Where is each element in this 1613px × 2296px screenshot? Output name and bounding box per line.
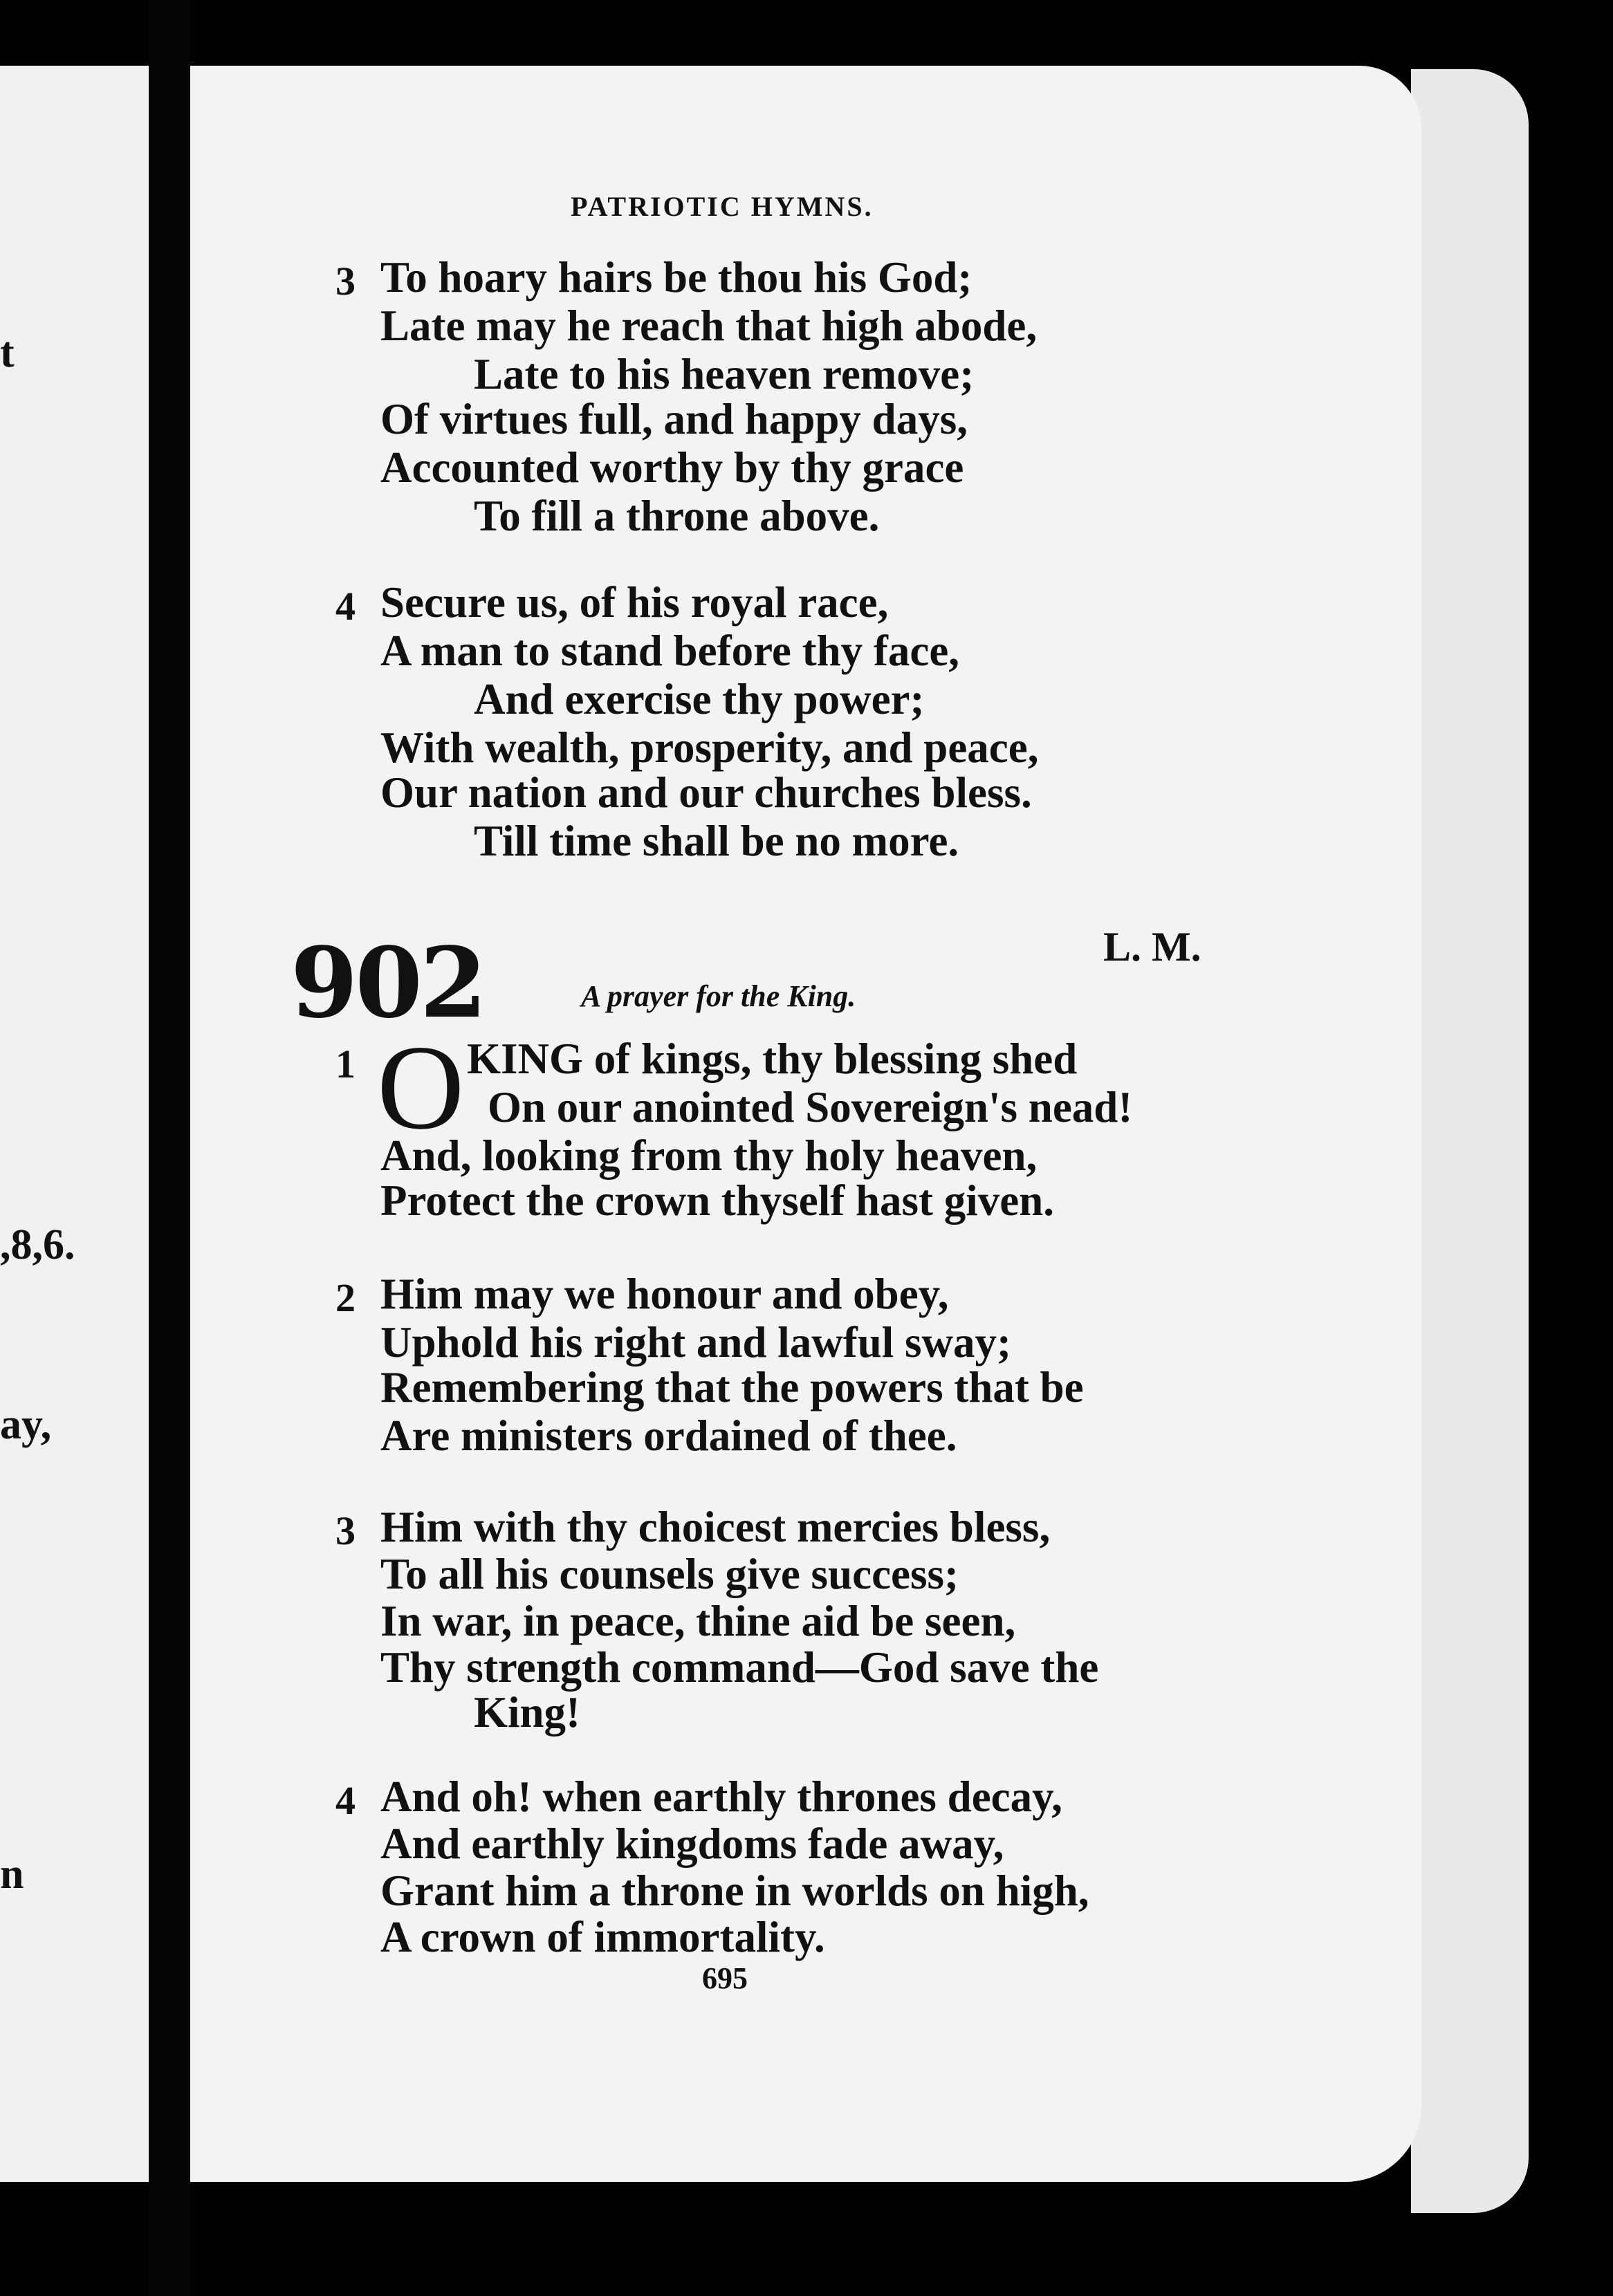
verse-line: King!	[474, 1688, 581, 1737]
verse-line: On our anointed Sovereign's nead!	[488, 1083, 1133, 1131]
verse-line: Uphold his right and lawful sway;	[380, 1318, 1011, 1367]
verse-line: Of virtues full, and happy days,	[380, 395, 968, 443]
verse-number: 3	[335, 259, 356, 304]
verse-line: Accounted worthy by thy grace	[380, 443, 964, 492]
verse-line: To fill a throne above.	[474, 492, 880, 540]
verse-line: To all his counsels give success;	[380, 1550, 959, 1598]
verse-line: Late to his heaven remove;	[474, 350, 975, 398]
verse-number: 4	[335, 584, 356, 629]
verse-line: A crown of immortality.	[380, 1913, 825, 1961]
verse-number: 4	[335, 1778, 356, 1823]
verse-line: Are ministers ordained of thee.	[380, 1411, 957, 1460]
verse-line: To hoary hairs be thou his God;	[380, 253, 973, 302]
verse-line: Thy strength command—God save the	[380, 1643, 1099, 1692]
margin-fragment: ,8,6.	[0, 1221, 75, 1268]
page-edge	[1411, 69, 1529, 2213]
left-page	[0, 66, 149, 2182]
book-page	[190, 66, 1421, 2182]
verse-number: 1	[335, 1041, 356, 1086]
hymn-number: 902	[291, 927, 485, 1040]
verse-line: Him may we honour and obey,	[380, 1270, 949, 1318]
margin-fragment: t	[0, 329, 15, 376]
verse-line: With wealth, prosperity, and peace,	[380, 723, 1039, 772]
verse-line: And exercise thy power;	[474, 675, 925, 723]
margin-fragment: ay,	[0, 1401, 52, 1448]
verse-line: And oh! when earthly thrones decay,	[380, 1772, 1062, 1821]
verse-line: And, looking from thy holy heaven,	[380, 1131, 1038, 1180]
verse-line: Protect the crown thyself hast given.	[380, 1176, 1055, 1225]
verse-line: In war, in peace, thine aid be seen,	[380, 1597, 1016, 1645]
verse-line: Him with thy choicest mercies bless,	[380, 1503, 1051, 1551]
verse-line: Our nation and our churches bless.	[380, 768, 1032, 817]
drop-cap: O	[377, 1020, 465, 1154]
verse-line: Secure us, of his royal race,	[380, 578, 889, 627]
verse-line: Till time shall be no more.	[474, 817, 959, 865]
verse-number: 3	[335, 1508, 356, 1553]
verse-line: Late may he reach that high abode,	[380, 302, 1038, 350]
verse-number: 2	[335, 1275, 356, 1320]
verse-line: And earthly kingdoms fade away,	[380, 1820, 1004, 1868]
verse-line: KING of kings, thy blessing shed	[467, 1035, 1078, 1083]
hymn-title: A prayer for the King.	[581, 979, 856, 1013]
hymn-meter: L. M.	[1103, 924, 1201, 970]
running-header: PATRIOTIC HYMNS.	[571, 191, 874, 222]
book-spine	[149, 0, 190, 2296]
verse-line: Grant him a throne in worlds on high,	[380, 1867, 1089, 1915]
verse-line: A man to stand before thy face,	[380, 627, 960, 675]
verse-line: Remembering that the powers that be	[380, 1363, 1084, 1411]
margin-fragment: n	[0, 1851, 24, 1898]
page-number: 695	[702, 1961, 748, 1995]
